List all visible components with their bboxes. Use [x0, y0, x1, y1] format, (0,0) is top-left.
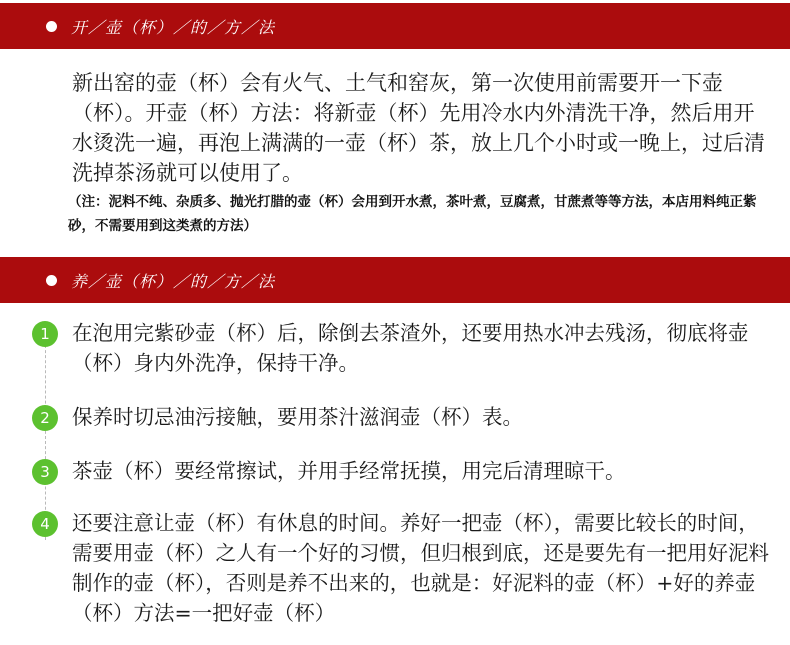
section-header-open-pot	[0, 3, 790, 49]
step-text: 还要注意让壶（杯）有休息的时间。养好一把壶（杯），需要比较长的时间，需要用壶（杯）之人有一个好的习惯，但归根到底，还是要先有一把用好泥料制作的壶（杯），否则是养不出来的，也就是：好泥料的壶（杯）+好的养壶（杯）方法=一把好壶（杯）	[72, 511, 769, 625]
step-number-badge: 1	[32, 321, 58, 347]
section-title: 养／壶（杯）／的／方／法	[71, 271, 276, 291]
step-number-badge: 4	[32, 511, 58, 537]
open-pot-note: （注：泥料不纯、杂质多、抛光打腊的壶（杯）会用到开水煮，茶叶煮，豆腐煮，甘蔗煮等等方法，本店用料纯正紫砂，不需要用到这类煮的方法）	[68, 194, 757, 234]
section-title: 开／壶（杯）／的／方／法	[71, 17, 276, 37]
timeline-line	[45, 340, 46, 540]
section-header-care-pot	[0, 257, 790, 303]
bullet-dot-icon	[46, 275, 57, 286]
step-text: 在泡用完紫砂壶（杯）后，除倒去茶渣外，还要用热水冲去残汤，彻底将壶（杯）身内外洗净，保持干净。	[72, 321, 749, 375]
bullet-dot-icon	[46, 21, 57, 32]
step-text: 保养时切忌油污接触，要用茶汁滋润壶（杯）表。	[72, 405, 523, 429]
step-number-badge: 2	[32, 405, 58, 431]
step-number-badge: 3	[32, 459, 58, 485]
step-text: 茶壶（杯）要经常擦试，并用手经常抚摸，用完后清理晾干。	[72, 459, 626, 483]
open-pot-paragraph: 新出窑的壶（杯）会有火气、土气和窑灰，第一次使用前需要开一下壶（杯）。开壶（杯）方法：将新壶（杯）先用冷水内外清洗干净，然后用开水烫洗一遍，再泡上满满的一壶（杯）茶，放上几个小时或一晚上，过后清洗掉茶汤就可以使用了。	[72, 71, 765, 185]
